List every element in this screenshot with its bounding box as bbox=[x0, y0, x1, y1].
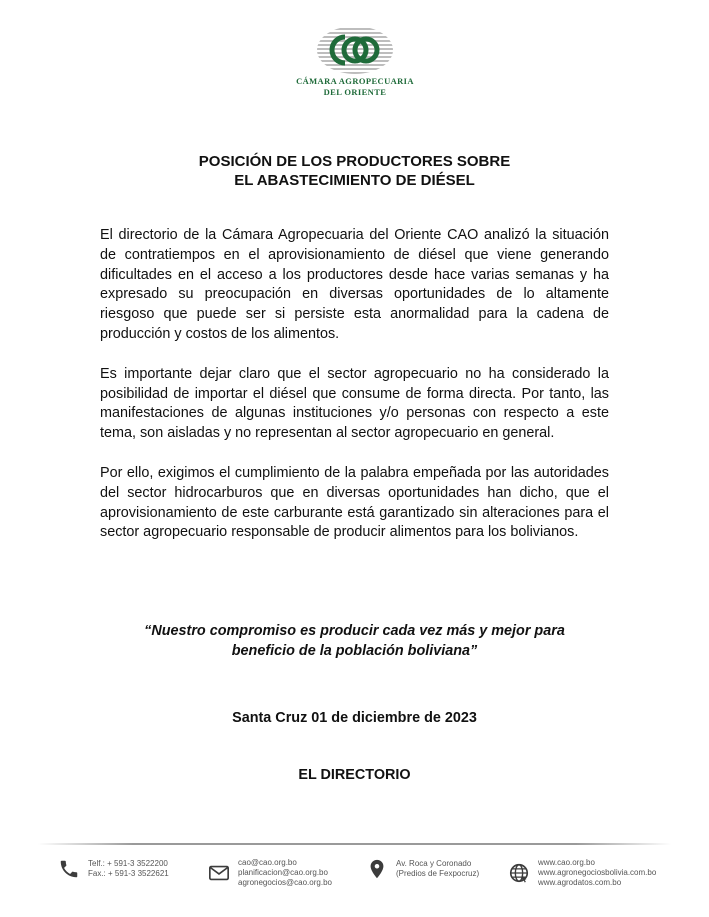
footer-web bbox=[508, 858, 656, 888]
footer-phone bbox=[58, 858, 169, 880]
footer bbox=[0, 858, 709, 898]
paragraph-2: Es importante dejar claro que el sector agropecuario no ha considerado la posibilidad de importar el diésel que consume de forma directa. Por tanto, las manifestaciones de algunas instituciones y/o personas con respecto a este tema, son aisladas y no representan al sector agropecuario en general. bbox=[100, 365, 609, 442]
title-line-1: POSICIÓN DE LOS PRODUCTORES SOBRE bbox=[198, 153, 511, 170]
paragraph-1: El directorio de la Cámara Agropecuaria del Oriente CAO analizó la situación de contratiempos en el aprovisionamiento de diésel que viene generando dificultades en el acceso a los productores desde hace varias semanas y ha expresado su preocupación en diversas oportunidades de lo altamente riesgoso que puede ser si persiste esta anormalidad para la cadena de producción y costos de los alimentos. bbox=[100, 227, 609, 342]
address-line-1: Av. Roca y Coronado bbox=[396, 859, 472, 868]
address-text bbox=[396, 859, 479, 879]
org-name-line1: CÁMARA AGROPECUARIA bbox=[296, 76, 414, 86]
web-link-2[interactable]: www.agronegociosbolivia.com.bo bbox=[538, 868, 657, 877]
web-link-3[interactable]: www.agrodatos.com.bo bbox=[538, 878, 622, 887]
place-and-date: Santa Cruz 01 de diciembre de 2023 bbox=[232, 710, 477, 726]
phone-text bbox=[88, 859, 169, 879]
document-title bbox=[100, 152, 609, 190]
email-link-2[interactable]: planificacion@cao.org.bo bbox=[238, 868, 328, 877]
web-text bbox=[538, 858, 656, 888]
footer-email bbox=[208, 858, 332, 888]
cao-logo-icon bbox=[315, 24, 395, 76]
footer-divider bbox=[38, 843, 671, 845]
title-line-2: EL ABASTECIMIENTO DE DIÉSEL bbox=[234, 172, 475, 189]
phone-line-1: Telf.: + 591-3 3522200 bbox=[88, 859, 168, 868]
org-logo bbox=[290, 24, 420, 98]
phone-icon bbox=[58, 858, 80, 880]
email-link-1[interactable]: cao@cao.org.bo bbox=[238, 858, 297, 867]
footer-address bbox=[366, 858, 479, 880]
fax-line: Fax.: + 591-3 3522621 bbox=[88, 869, 169, 878]
closing-quote bbox=[100, 621, 609, 661]
document-body bbox=[100, 226, 609, 563]
location-pin-icon bbox=[366, 858, 388, 880]
globe-icon bbox=[508, 862, 530, 884]
signature-block: EL DIRECTORIO bbox=[298, 767, 411, 783]
address-line-2: (Predios de Fexpocruz) bbox=[396, 869, 480, 878]
quote-line-2: beneficio de la población boliviana” bbox=[231, 643, 478, 659]
web-link-1[interactable]: www.cao.org.bo bbox=[538, 858, 595, 867]
quote-line-1: “Nuestro compromiso es producir cada vez más y mejor para bbox=[144, 623, 565, 639]
org-name-line2: DEL ORIENTE bbox=[323, 87, 387, 97]
email-link-3[interactable]: agronegocios@cao.org.bo bbox=[238, 878, 332, 887]
mail-icon bbox=[208, 862, 230, 884]
paragraph-3: Por ello, exigimos el cumplimiento de la palabra empeñada por las autoridades del sector hidrocarburos que en diversas oportunidades han dicho, que el aprovisionamiento de este carburante está garantizado sin alteraciones para el sector agropecuario responsable de producir alimentos para los bolivianos. bbox=[100, 464, 609, 541]
email-text bbox=[238, 858, 332, 888]
